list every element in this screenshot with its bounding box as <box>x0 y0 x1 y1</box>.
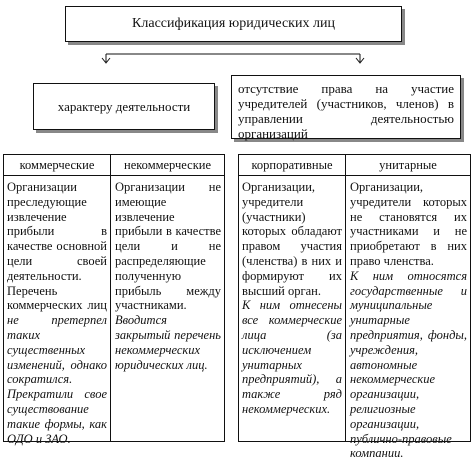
table-rule <box>238 175 471 176</box>
cell-paragraph: К ним относятся государственные и муниципальные унитарные предприятия, фонды, учреждения, автономные некоммерческие организации, религиозные организации, публично-правовые компании. <box>350 268 467 461</box>
table-rule <box>110 154 111 442</box>
table-rule <box>345 154 346 442</box>
cell-paragraph: Прекратили свое существование такие формы, как ОДО и ЗАО. <box>7 387 107 446</box>
table-rule <box>3 154 4 442</box>
cell-paragraph: Организации, учредители которых не становятся их участниками и не приобретают в них право членства. <box>350 180 467 268</box>
column-header-corporate: корпоративные <box>251 158 333 172</box>
table-rule <box>3 154 225 155</box>
cell-paragraph: Организации, учредители (участники) которых обладают правом участия (членства) в них и формируют их высший орган. <box>242 180 342 298</box>
diagram-title: Классификация юридических лиц <box>132 16 335 31</box>
cell-commercial <box>7 180 107 446</box>
cell-text: Перечень коммерческих лиц <box>7 283 107 313</box>
cell-unitary <box>350 180 467 461</box>
cell-paragraph: К ним отнесены все коммерческие лица (за исключением унитарных предприятий), а также ряд некоммерческих. <box>242 298 342 416</box>
table-rule <box>3 175 225 176</box>
cell-noncommercial <box>115 180 221 440</box>
cell-corporate <box>242 180 342 440</box>
table-rule <box>224 154 225 442</box>
cell-paragraph: Организации преследующие извлечение прибыли в качестве основной цели своей деятельности. <box>7 180 107 283</box>
title-box <box>65 6 402 42</box>
criterion-label-activity: характеру деятельности <box>57 99 191 114</box>
criterion-box-participation <box>231 75 461 139</box>
cell-text: не претерпел таких существенных изменений, однако сократился. <box>7 313 107 387</box>
table-rule <box>238 154 471 155</box>
table-rule <box>470 154 471 442</box>
column-header-noncommercial: некоммерческие <box>124 158 211 172</box>
cell-paragraph: Организации не имеющие извлечение прибыли в качестве цели и не распределяющие полученную прибыль между участниками. <box>115 180 221 313</box>
column-header-unitary: унитарные <box>379 158 437 172</box>
criterion-box-activity <box>33 83 215 130</box>
criterion-label-participation: отсутствие права на участие учредителей (участников, членов) в управлении деятельностью организаций <box>238 81 454 141</box>
table-rule <box>238 154 239 442</box>
cell-paragraph <box>7 284 107 388</box>
cell-paragraph: Вводится закрытый перечень некоммерческих юридических лиц. <box>115 313 221 372</box>
column-header-commercial: коммерческие <box>19 158 95 172</box>
